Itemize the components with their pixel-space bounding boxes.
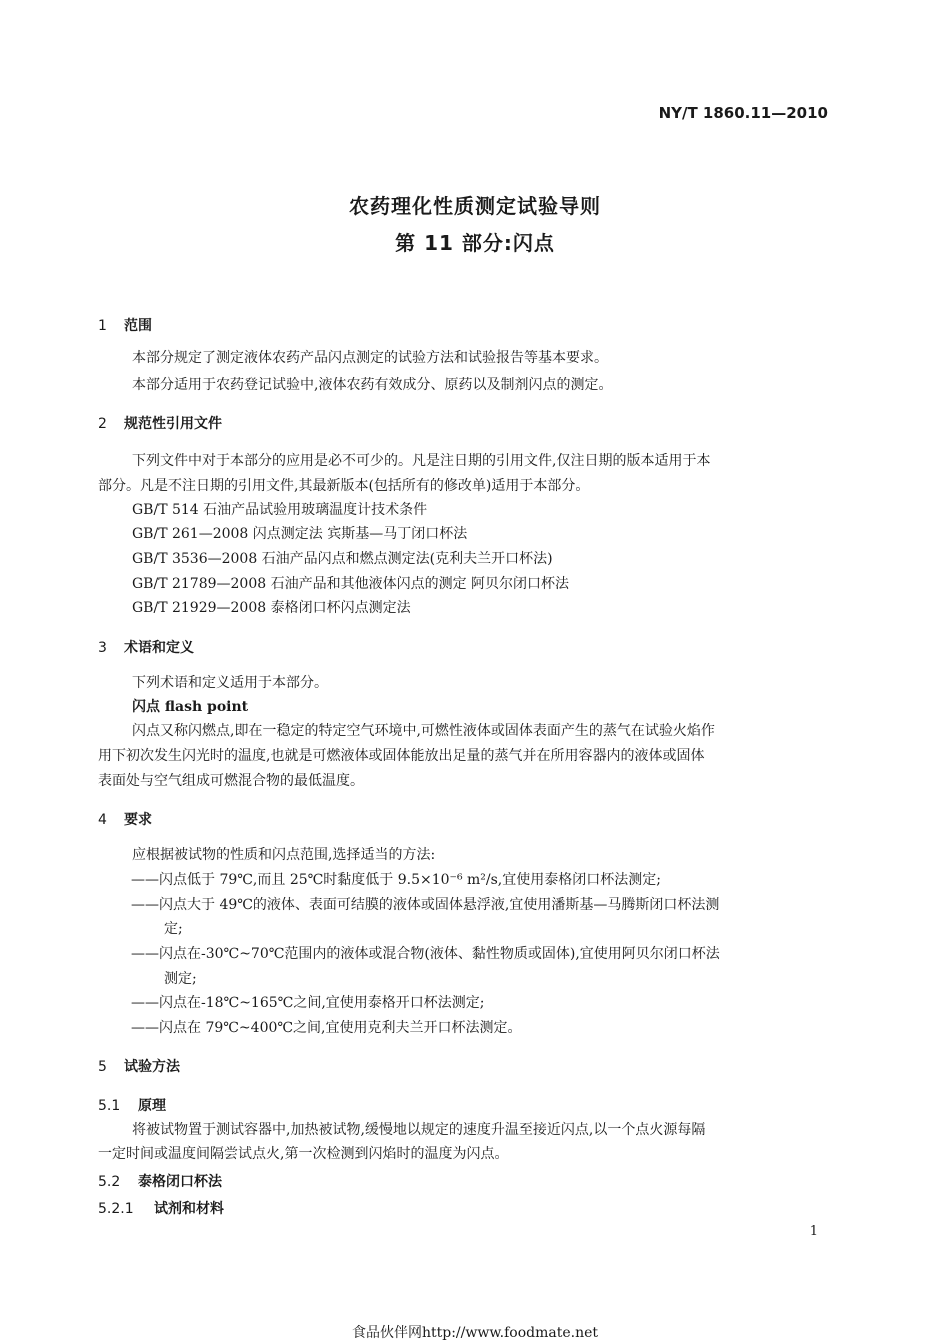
definition: 表面处与空气组成可燃混合物的最低温度。 [98,773,364,789]
subsection-5-2-heading: 5.2 泰格闭口杯法 [98,1174,222,1190]
list-item-continuation: 测定; [164,971,197,987]
reference-item: GB/T 261—2008 闪点测定法 宾斯基—马丁闭口杯法 [132,526,468,542]
paragraph: 应根据被试物的性质和闪点范围,选择适当的方法: [132,847,436,863]
paragraph: 本部分规定了测定液体农药产品闪点测定的试验方法和试验报告等基本要求。 [132,350,608,366]
document-subtitle: 第 11 部分:闪点 [395,231,555,255]
list-item: ——闪点在-18℃~165℃之间,宜使用泰格开口杯法测定; [131,995,485,1011]
list-item: ——闪点在-30℃~70℃范围内的液体或混合物(液体、黏性物质或固体),宜使用阿贝尔闭口杯法 [131,946,720,962]
footer-watermark: 食品伙伴网http://www.foodmate.net [351,1325,599,1341]
list-item-continuation: 定; [164,921,183,937]
definition: 闪点又称闪燃点,即在一稳定的特定空气环境中,可燃性液体或固体表面产生的蒸气在试验火焰作 [132,723,715,739]
list-item: ——闪点大于 49℃的液体、表面可结膜的液体或固体悬浮液,宜使用潘斯基—马腾斯闭口杯法测 [131,897,720,913]
definition: 用下初次发生闪光时的温度,也就是可燃液体或固体能放出足量的蒸气并在所用容器内的液体或固体 [98,748,705,764]
section-1-heading: 1 范围 [98,318,152,334]
paragraph: 本部分适用于农药登记试验中,液体农药有效成分、原药以及制剂闪点的测定。 [132,377,613,393]
reference-item: GB/T 3536—2008 石油产品闪点和燃点测定法(克利夫兰开口杯法) [132,551,553,567]
term-heading: 闪点 flash point [132,699,249,715]
page-number: 1 [809,1224,818,1239]
standard-number: NY/T 1860.11—2010 [658,104,828,122]
subsection-5-2-1-heading: 5.2.1 试剂和材料 [98,1201,224,1217]
paragraph: 下列文件中对于本部分的应用是必不可少的。凡是注日期的引用文件,仅注日期的版本适用于本 [132,453,711,469]
section-3-heading: 3 术语和定义 [98,640,194,656]
paragraph: 部分。凡是不注日期的引用文件,其最新版本(包括所有的修改单)适用于本部分。 [98,478,590,494]
section-4-heading: 4 要求 [98,812,152,828]
document-title: 农药理化性质测定试验导则 [349,194,601,218]
list-item: ——闪点低于 79℃,而且 25℃时黏度低于 9.5×10⁻⁶ m²/s,宜使用泰格闭口杯法测定; [131,872,661,888]
section-2-heading: 2 规范性引用文件 [98,416,222,432]
subsection-5-1-heading: 5.1 原理 [98,1098,166,1114]
paragraph: 将被试物置于测试容器中,加热被试物,缓慢地以规定的速度升温至接近闪点,以一个点火源每隔 [132,1122,706,1138]
reference-item: GB/T 21789—2008 石油产品和其他液体闪点的测定 阿贝尔闭口杯法 [132,576,570,592]
list-item: ——闪点在 79℃~400℃之间,宜使用克利夫兰开口杯法测定。 [131,1020,522,1036]
paragraph: 一定时间或温度间隔尝试点火,第一次检测到闪焰时的温度为闪点。 [98,1146,509,1162]
paragraph: 下列术语和定义适用于本部分。 [132,675,328,691]
reference-item: GB/T 514 石油产品试验用玻璃温度计技术条件 [132,502,428,518]
section-5-heading: 5 试验方法 [98,1059,180,1075]
reference-item: GB/T 21929—2008 泰格闭口杯闪点测定法 [132,600,411,616]
